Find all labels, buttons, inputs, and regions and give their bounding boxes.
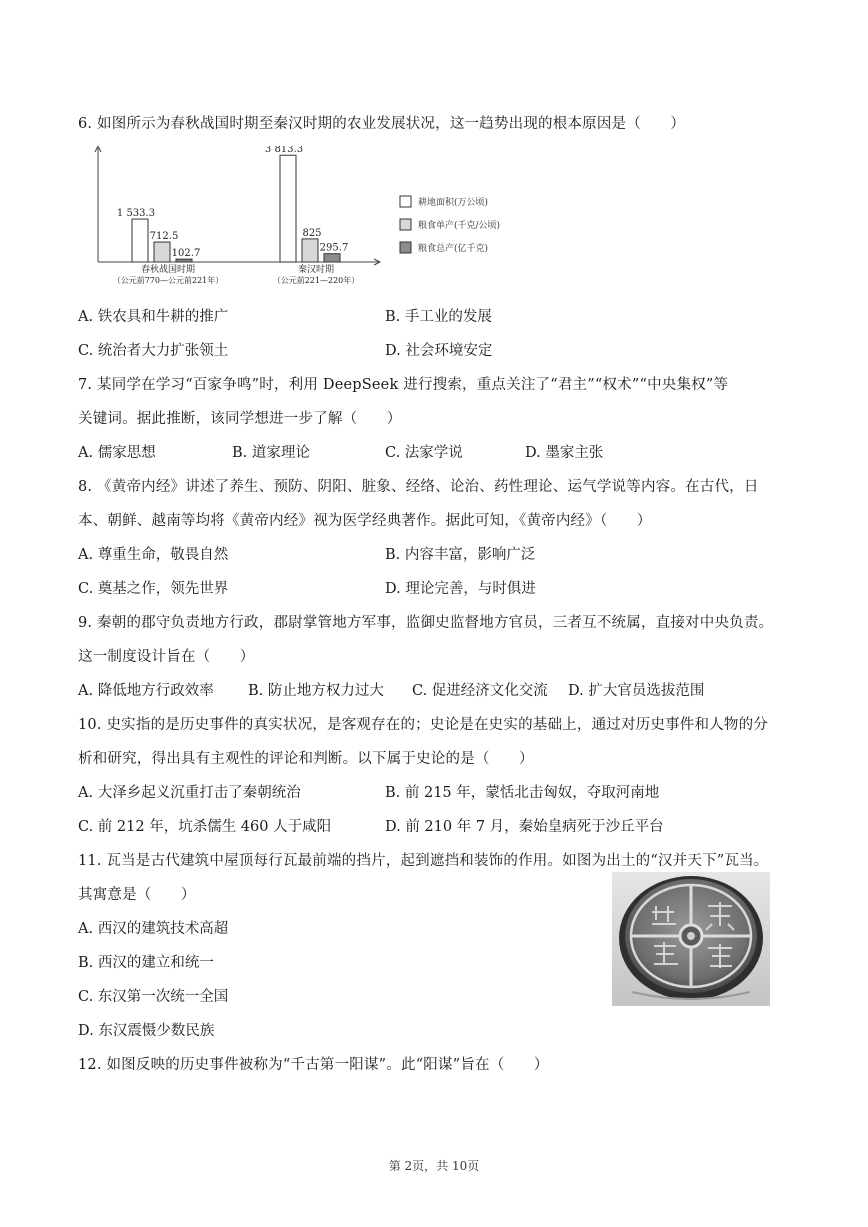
q9-option-c[interactable]: C. 促进经济文化交流 — [412, 683, 548, 699]
data-label-2-2: 825 — [302, 227, 322, 239]
q6-stem: 6. 如图所示为春秋战国时期至秦汉时期的农业发展状况，这一趋势出现的根本原因是（ ） — [78, 116, 686, 132]
q8-stem-line2: 本、朝鲜、越南等均将《黄帝内经》视为医学经典著作。据此可知，《黄帝内经》（ ） — [78, 513, 652, 529]
legend-label-3: 粮食总产(亿千克) — [418, 244, 489, 254]
q9-stem-line1: 9. 秦朝的郡守负责地方行政，郡尉掌管地方军事，监御史监督地方官员，三者互不统属，直接对中央负责。 — [78, 615, 774, 631]
bar-1-2 — [154, 242, 170, 262]
q9-option-b[interactable]: B. 防止地方权力过大 — [248, 683, 384, 699]
q7-option-a[interactable]: A. 儒家思想 — [78, 445, 156, 461]
q11-option-b[interactable]: B. 西汉的建立和统一 — [78, 955, 214, 971]
q8-option-d[interactable]: D. 理论完善，与时俱进 — [385, 581, 536, 597]
q11-option-c[interactable]: C. 东汉第一次统一全国 — [78, 989, 229, 1005]
q6-option-d[interactable]: D. 社会环境安定 — [385, 343, 493, 359]
q8-option-b[interactable]: B. 内容丰富，影响广泛 — [385, 547, 536, 563]
bar-2-3 — [324, 254, 340, 262]
q12-stem: 12. 如图反映的历史事件被称为“千古第一阳谋”。此“阳谋”旨在（ ） — [78, 1057, 549, 1073]
q9-option-d[interactable]: D. 扩大官员选拔范围 — [568, 683, 705, 699]
q9-stem-line2: 这一制度设计旨在（ ） — [78, 649, 255, 665]
q7-stem-line1: 7. 某同学在学习“百家争鸣”时，利用 DeepSeek 进行搜索，重点关注了“君主”“权术”“中央集权”等 — [78, 377, 729, 393]
q8-option-a[interactable]: A. 尊重生命，敬畏自然 — [78, 547, 229, 563]
data-label-1-1: 1 533.3 — [116, 208, 156, 220]
legend-label-1: 耕地面积(万公顷) — [418, 198, 489, 208]
q11-option-d[interactable]: D. 东汉震慑少数民族 — [78, 1023, 215, 1039]
q10-option-c[interactable]: C. 前 212 年，坑杀儒生 460 人于咸阳 — [78, 819, 332, 835]
legend-swatch-3 — [400, 242, 411, 253]
q6-bar-chart — [80, 146, 540, 294]
bar-1-1 — [132, 219, 148, 262]
data-label-1-3: 102.7 — [171, 248, 201, 260]
q11-stem-line1: 11. 瓦当是古代建筑中屋顶每行瓦最前端的挡片，起到遮挡和装饰的作用。如图为出土的“汉并天下”瓦当。 — [78, 853, 769, 869]
q9-option-a[interactable]: A. 降低地方行政效率 — [78, 683, 214, 699]
q6-option-c[interactable]: C. 统治者大力扩张领土 — [78, 343, 229, 359]
q6-option-b[interactable]: B. 手工业的发展 — [385, 309, 492, 325]
q7-option-b[interactable]: B. 道家理论 — [232, 445, 310, 461]
q10-stem-line2: 析和研究，得出具有主观性的评论和判断。以下属于史论的是（ ） — [78, 751, 534, 767]
q6-option-a[interactable]: A. 铁农具和牛耕的推广 — [78, 309, 229, 325]
category-label-1: 春秋战国时期 — [140, 265, 196, 275]
q7-option-c[interactable]: C. 法家学说 — [385, 445, 463, 461]
legend-label-2: 粮食单产(千克/公顷) — [418, 221, 501, 231]
q10-option-d[interactable]: D. 前 210 年 7 月，秦始皇病死于沙丘平台 — [385, 819, 664, 835]
wadang-tile-photo — [612, 872, 770, 1006]
q10-option-a[interactable]: A. 大泽乡起义沉重打击了秦朝统治 — [78, 785, 301, 801]
q8-stem-line1: 8. 《黄帝内经》讲述了养生、预防、阴阳、脏象、经络、论治、药性理论、运气学说等内容。在古代，日 — [78, 479, 759, 495]
category-sublabel-2: （公元前221—220年） — [272, 276, 360, 285]
data-label-1-2: 712.5 — [149, 231, 179, 243]
legend-swatch-2 — [400, 219, 411, 230]
data-label-2-3: 295.7 — [319, 242, 349, 254]
bar-2-2 — [302, 239, 318, 262]
bar-2-1 — [280, 155, 296, 262]
category-label-2: 秦汉时期 — [297, 265, 335, 275]
category-sublabel-1: （公元前770—公元前221年） — [112, 276, 224, 285]
page-footer: 第 2页，共 10页 — [388, 1159, 480, 1173]
data-label-2-1: 3 813.3 — [264, 146, 304, 156]
q8-option-c[interactable]: C. 奠基之作，领先世界 — [78, 581, 229, 597]
q10-option-b[interactable]: B. 前 215 年，蒙恬北击匈奴，夺取河南地 — [385, 785, 660, 801]
q7-stem-line2: 关键词。据此推断，该同学想进一步了解（ ） — [78, 411, 402, 427]
bar-1-3 — [176, 259, 192, 262]
q10-stem-line1: 10. 史实指的是历史事件的真实状况，是客观存在的；史论是在史实的基础上，通过对历史事件和人物的分 — [78, 717, 768, 733]
q11-stem-line2: 其寓意是（ ） — [78, 887, 196, 903]
q7-option-d[interactable]: D. 墨家主张 — [525, 445, 604, 461]
q11-option-a[interactable]: A. 西汉的建筑技术高超 — [78, 921, 229, 937]
legend-swatch-1 — [400, 196, 411, 207]
